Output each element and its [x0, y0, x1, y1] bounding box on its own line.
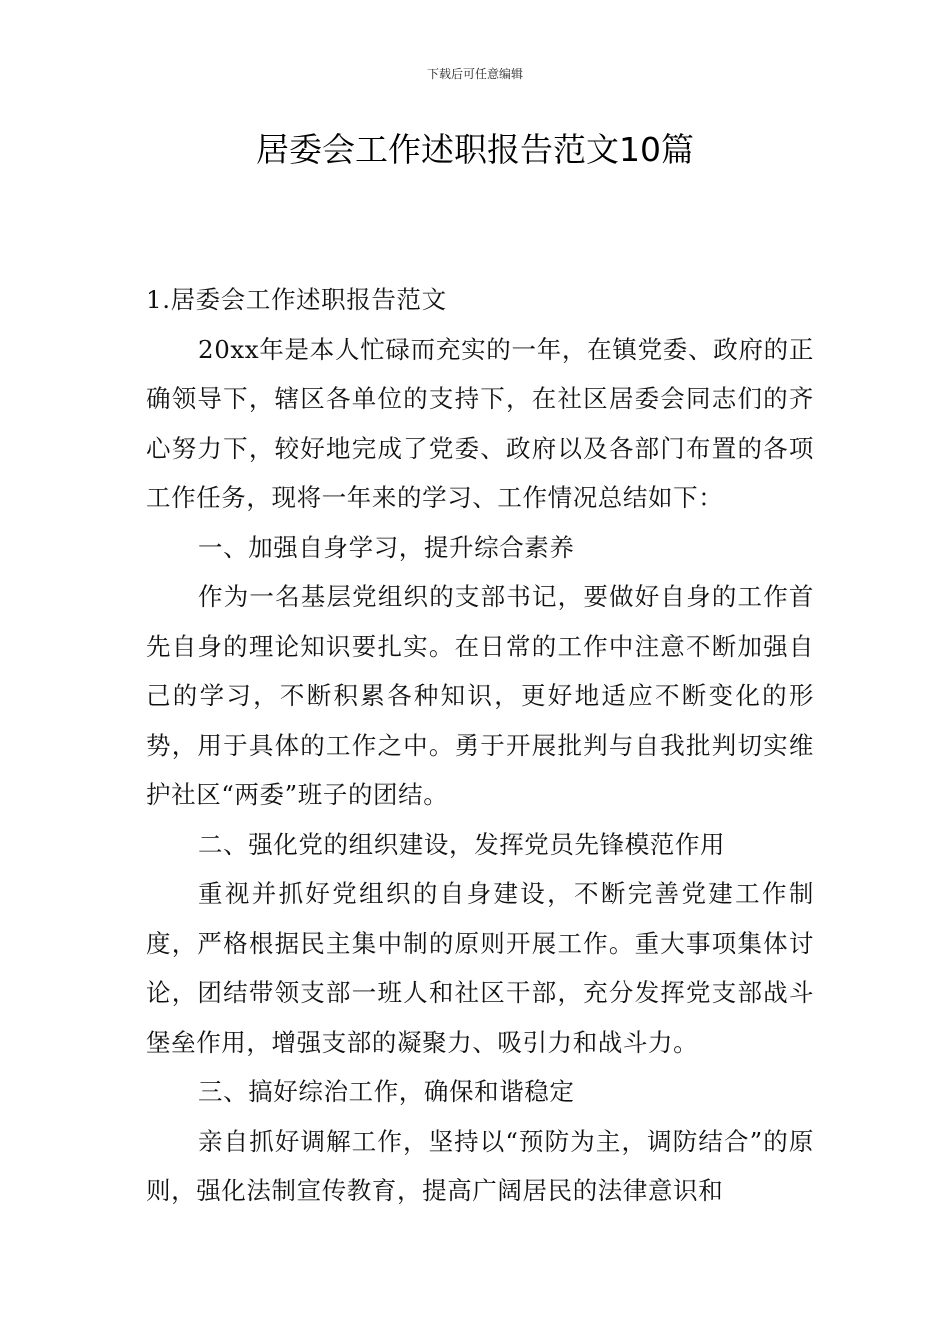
subheading-study: 一、加强自身学习，提升综合素养 [198, 532, 575, 562]
paragraph-intro: 20xx年是本人忙碌而充实的一年，在镇党委、政府的正确领导下，辖区各单位的支持下，在社区居委会同志们的齐心努力下，较好地完成了党委、政府以及各部门布置的各项工作任务，现将一年来的学习、工作情况总结如下： [146, 334, 814, 512]
subheading-party-building: 二、强化党的组织建设，发挥党员先锋模范作用 [198, 829, 726, 859]
paragraph-party-building: 重视并抓好党组织的自身建设，不断完善党建工作制度，严格根据民主集中制的原则开展工作。重大事项集体讨论，团结带领支部一班人和社区干部，充分发挥党支部战斗堡垒作用，增强支部的凝聚力、吸引力和战斗力。 [146, 879, 814, 1057]
subheading-stability: 三、搞好综治工作，确保和谐稳定 [198, 1077, 575, 1106]
document-title: 居委会工作述职报告范文10篇 [256, 130, 694, 169]
section-heading: 1.居委会工作述职报告范文 [146, 285, 447, 314]
document-body [146, 275, 814, 1216]
paragraph-study: 作为一名基层党组织的支部书记，要做好自身的工作首先自身的理论知识要扎实。在日常的工作中注意不断加强自己的学习，不断积累各种知识，更好地适应不断变化的形势，用于具体的工作之中。勇于开展批判与自我批判切实维护社区“两委”班子的团结。 [146, 582, 814, 809]
paragraph-stability: 亲自抓好调解工作，坚持以“预防为主，调防结合”的原则，强化法制宣传教育，提高广阔居民的法律意识和 [146, 1126, 814, 1205]
page-header-note: 下载后可任意编辑 [426, 67, 523, 81]
